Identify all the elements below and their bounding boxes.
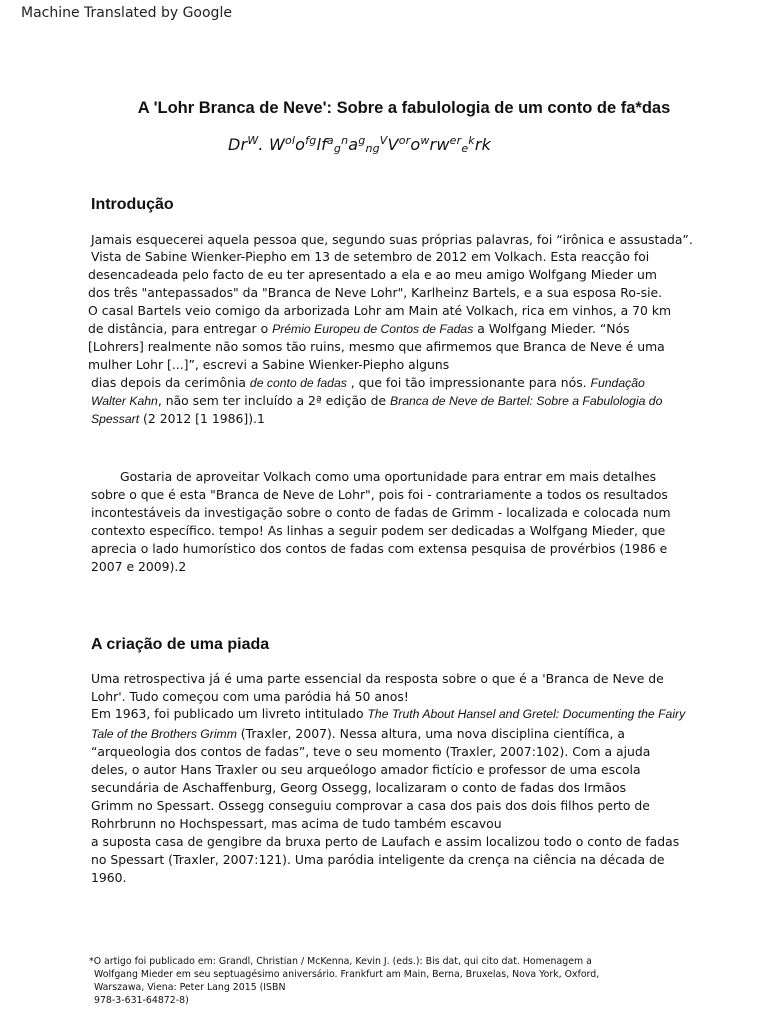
intro-line bbox=[88, 266, 657, 284]
paragraph-line bbox=[91, 486, 668, 504]
italic-text: Spessart bbox=[91, 412, 140, 426]
intro-line bbox=[88, 284, 662, 302]
paragraph-line bbox=[91, 558, 186, 576]
text-run: de distância, para entregar o bbox=[88, 321, 273, 336]
author-fragment: ng bbox=[365, 142, 380, 155]
author-fragment: a bbox=[348, 135, 359, 154]
piada-line bbox=[91, 869, 126, 887]
piada-line bbox=[91, 670, 664, 688]
text-run: Jamais esquecerei aquela pessoa que, segundo suas próprias palavras, foi “irônica e assustada”. bbox=[91, 232, 693, 247]
piada-line bbox=[91, 797, 650, 815]
author-fragment: e bbox=[461, 142, 469, 155]
author-fragment: fg bbox=[305, 134, 317, 147]
piada-line bbox=[91, 851, 665, 869]
author-fragment: . W bbox=[258, 135, 285, 154]
piada-line bbox=[91, 761, 641, 779]
author-fragment: lf bbox=[316, 135, 327, 154]
author-fragment: rw bbox=[429, 135, 450, 154]
author-fragment: ol bbox=[284, 134, 296, 147]
piada-line bbox=[91, 779, 626, 797]
text-run: O casal Bartels veio comigo da arborizada Lohr am Main até Volkach, rica em vinhos, a 70 km bbox=[88, 303, 672, 318]
text-run: Vista de Sabine Wienker-Piepho em 13 de setembro de 2012 em Volkach. Esta reacção foi bbox=[91, 249, 650, 264]
author-fragment: g bbox=[333, 142, 342, 155]
section-heading-introducao: Introdução bbox=[91, 196, 174, 213]
text-run: , que foi tão impressionante para nós. bbox=[346, 375, 591, 390]
text-run: dias depois da cerimônia bbox=[91, 375, 250, 390]
author-fragment: a bbox=[326, 134, 334, 147]
italic-text: de conto de fadas bbox=[249, 376, 347, 390]
italic-text: Prémio Europeu de Contos de Fadas bbox=[272, 322, 474, 336]
piada-line bbox=[91, 688, 409, 706]
text-run: Gostaria de aproveitar Volkach como uma oportunidade para entrar em mais detalhes bbox=[120, 469, 657, 484]
text-run: deles, o autor Hans Traxler ou seu arqueólogo amador fictício e professor de uma escola bbox=[91, 762, 641, 777]
text-run: aprecia o lado humorístico dos contos de fadas com extensa pesquisa de provérbios (1986 e bbox=[91, 541, 668, 556]
author-fragment: n bbox=[341, 134, 349, 147]
italic-text: Fundação bbox=[590, 376, 645, 390]
text-run: a Wolfgang Mieder. “Nós bbox=[473, 321, 630, 336]
text-run: “arqueologia dos contos de fadas”, teve o seu momento (Traxler, 2007:102). Com a ajuda bbox=[91, 744, 651, 759]
intro-line bbox=[88, 302, 671, 320]
text-run: 1960. bbox=[91, 870, 127, 885]
author-fragment: o bbox=[295, 135, 306, 154]
text-run: desencadeada pelo facto de eu ter apresentado a ela e ao meu amigo Wolfgang Mieder um bbox=[88, 267, 657, 282]
section-heading-criacao-piada: A criação de uma piada bbox=[91, 636, 270, 653]
piada-line bbox=[91, 743, 650, 761]
author-fragment: w bbox=[420, 134, 430, 147]
text-run: secundária de Aschaffenburg, Georg Ossegg, localizaram o conto de fadas dos Irmãos bbox=[91, 780, 627, 795]
text-run: no Spessart (Traxler, 2007:121). Uma paródia inteligente da crença na ciência na década de bbox=[91, 852, 665, 867]
text-run: incontestáveis da investigação sobre o conto de fadas de Grimm - localizada e colocada num bbox=[91, 505, 671, 520]
author-fragment: er bbox=[449, 134, 462, 147]
intro-line bbox=[91, 392, 662, 410]
text-run: Grimm no Spessart. Ossegg conseguiu comprovar a casa dos pais dos dois filhos perto de bbox=[91, 798, 650, 813]
paragraph-line bbox=[91, 522, 665, 540]
italic-text: Walter Kahn bbox=[91, 394, 158, 408]
document-title: A 'Lohr Branca de Neve': Sobre a fabulologia de um conto de fa*das bbox=[137, 99, 671, 117]
text-run: Rohrbrunn no Hochspessart, mas acima de tudo também escavou bbox=[91, 816, 502, 831]
piada-line bbox=[91, 705, 685, 723]
intro-line bbox=[88, 338, 665, 356]
author-fragment: V bbox=[387, 135, 399, 154]
text-run: (Traxler, 2007). Nessa altura, uma nova disciplina científica, a bbox=[236, 726, 625, 741]
author-fragment: W bbox=[247, 134, 259, 147]
author-fragment: or bbox=[398, 134, 411, 147]
text-run: [Lohrers] realmente não somos tão ruins, mesmo que afirmemos que Branca de Neve é uma bbox=[88, 339, 665, 354]
author-line bbox=[228, 134, 491, 155]
author-fragment: g bbox=[358, 134, 366, 147]
text-run: Lohr'. Tudo começou com uma paródia há 50 anos! bbox=[91, 689, 409, 704]
footnote-line: Wolfgang Mieder em seu septuagésimo aniversário. Frankfurt am Main, Berna, Bruxelas, Nova York, Oxford, bbox=[94, 969, 600, 980]
paragraph-line bbox=[91, 504, 671, 522]
italic-text: Tale of the Brothers Grimm bbox=[91, 727, 237, 741]
intro-line bbox=[88, 320, 630, 338]
intro-line bbox=[91, 248, 649, 266]
text-run: 2007 e 2009).2 bbox=[91, 559, 187, 574]
text-run: (2 2012 [1 1986]).1 bbox=[139, 411, 265, 426]
author-fragment: V bbox=[379, 134, 388, 147]
piada-line bbox=[91, 815, 502, 833]
italic-text: Branca de Neve de Bartel: Sobre a Fabulologia do bbox=[390, 394, 663, 408]
author-fragment: rk bbox=[474, 135, 492, 154]
intro-line bbox=[91, 374, 645, 392]
text-run: dos três "antepassados" da "Branca de Neve Lohr", Karlheinz Bartels, e a sua esposa Ro-sie. bbox=[88, 285, 663, 300]
piada-line bbox=[91, 725, 625, 743]
footnote-line: 978-3-631-64872-8) bbox=[94, 995, 189, 1006]
author-fragment: o bbox=[410, 135, 421, 154]
text-run: a suposta casa de gengibre da bruxa perto de Laufach e assim localizou todo o conto de fadas bbox=[91, 834, 680, 849]
footnote-line: Warszawa, Viena: Peter Lang 2015 (ISBN bbox=[94, 982, 286, 993]
text-run: Em 1963, foi publicado um livreto intitulado bbox=[91, 706, 368, 721]
author-fragment: Dr bbox=[228, 135, 248, 154]
footnote-line: *O artigo foi publicado em: Grandl, Christian / McKenna, Kevin J. (eds.): Bis dat, qui cito dat. Homenagem a bbox=[89, 956, 592, 967]
text-run: , não sem ter incluído a 2ª edição de bbox=[157, 393, 390, 408]
piada-line bbox=[91, 833, 679, 851]
text-run: sobre o que é esta "Branca de Neve de Lohr", pois foi - contrariamente a todos os resultados bbox=[91, 487, 668, 502]
text-run: Uma retrospectiva já é uma parte essencial da resposta sobre o que é a 'Branca de Neve de bbox=[91, 671, 664, 686]
intro-line bbox=[91, 410, 265, 428]
paragraph-line bbox=[120, 468, 656, 486]
paragraph-line bbox=[91, 540, 667, 558]
author-fragment: k bbox=[468, 134, 475, 147]
intro-line bbox=[88, 356, 449, 374]
machine-translation-banner: Machine Translated by Google bbox=[21, 5, 232, 21]
text-run: mulher Lohr [...]”, escrevi a Sabine Wienker-Piepho alguns bbox=[88, 357, 450, 372]
text-run: contexto específico. tempo! As linhas a seguir podem ser dedicadas a Wolfgang Mieder, que bbox=[91, 523, 666, 538]
italic-text: The Truth About Hansel and Gretel: Documenting the Fairy bbox=[367, 707, 686, 721]
intro-line bbox=[91, 231, 693, 249]
